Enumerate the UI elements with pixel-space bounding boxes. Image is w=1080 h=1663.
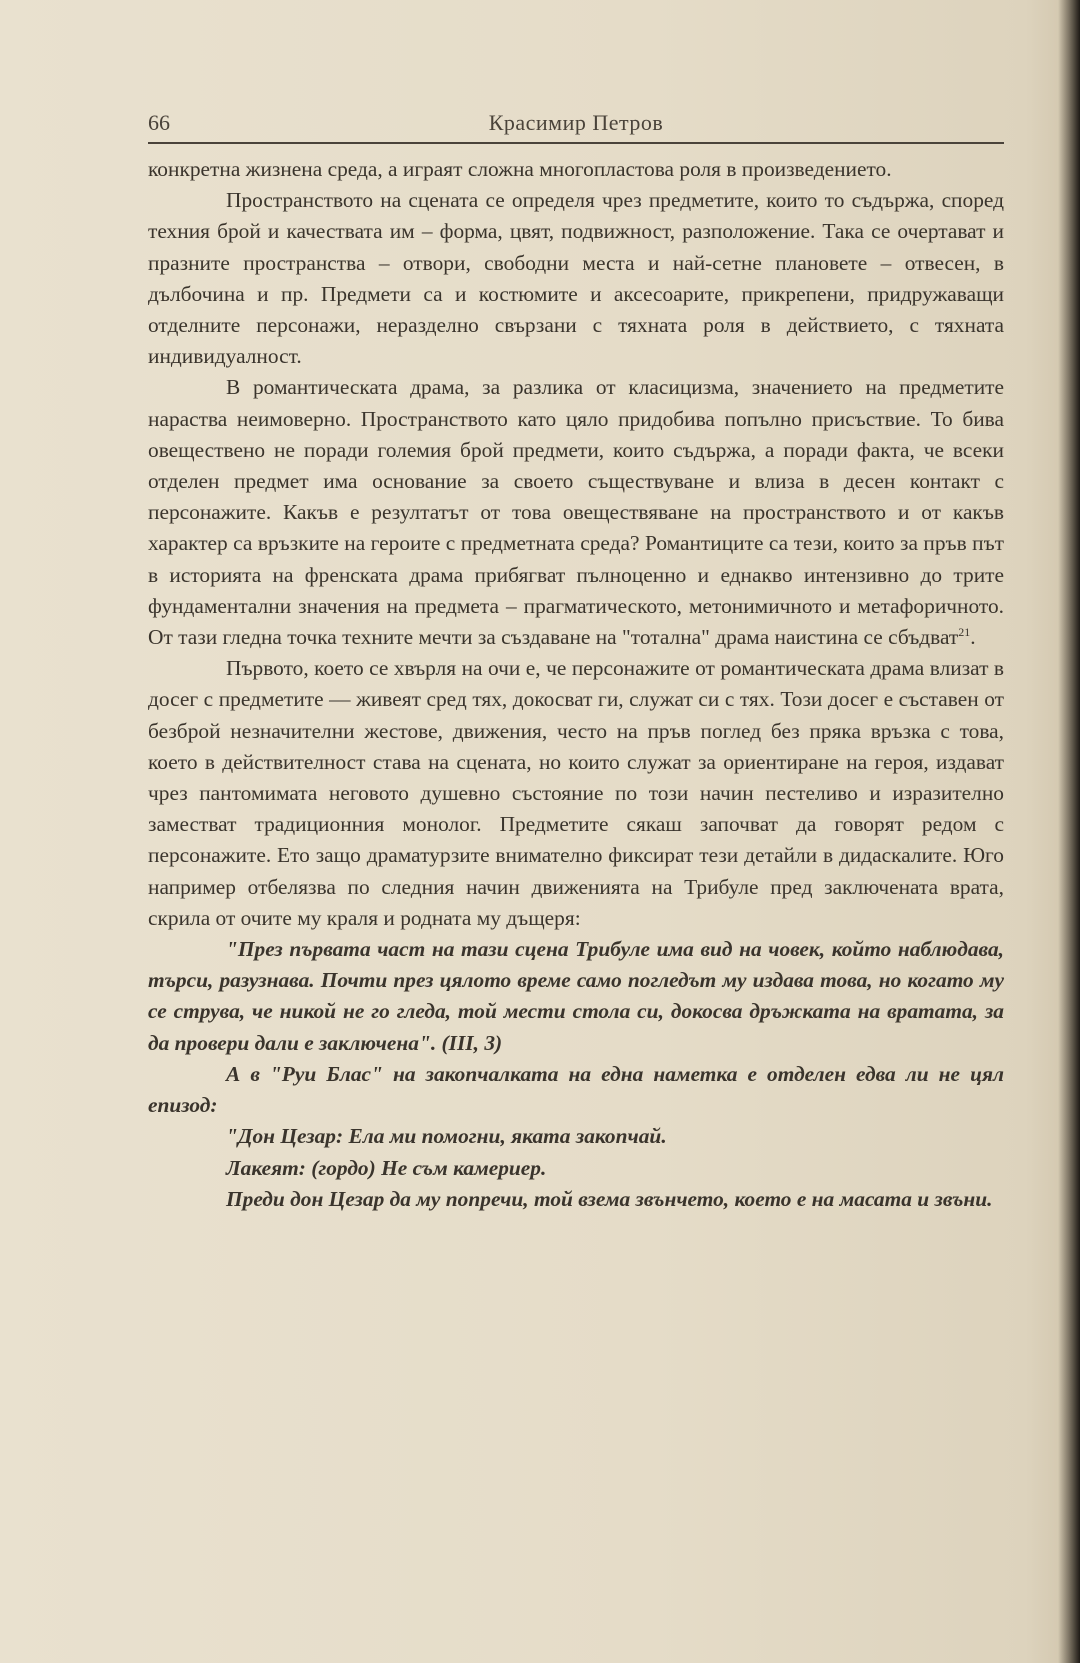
paragraph-2: Пространството на сцената се определя чрез предметите, които то съдържа, според техния брой и качествата им – форма, цвят, подвижност, разположение. Така се очертават и празните пространства – отвори, свободни места и най-сетне плановете – отвесен, в дълбочина и пр. Предмети са и костюмите и аксесоарите, прикрепени, придружаващи отделните персонажи, неразделно свързани с тяхната роля в действието, с тяхната индивидуалност. (148, 188, 1004, 369)
page-header (148, 108, 1004, 144)
paragraph-3-end: . (970, 625, 976, 650)
page-number: 66 (148, 110, 170, 135)
quote-2: А в "Руи Блас" на закопчалката на една наметка е отделен едва ли не цял епизод: (148, 1061, 1004, 1118)
paragraph-3-text: В романтическата драма, за разлика от класицизма, значението на предметите нараства неимоверно. Пространството като цяло придобива попълно присъствие. То бива овеществено не поради големия брой предмети, които съдържа, а поради факта, че всеки отделен предмет има основание за своето съществуване и влиза в десен контакт с персонажите. Какъв е резултатът от това овеществяване на пространството и от какъв характер са връзките на героите с предметната среда? Романтиците са тези, които за пръв път в историята на френската драма прибягват пълноценно и еднакво интензивно до трите фундаментални значения на предмета – прагматическото, метонимичното и метафоричното. От тази гледна точка техните мечти за създаване на "тотална" драма наистина се сбъдват (148, 375, 1004, 650)
spine-shadow (1058, 0, 1080, 1663)
footnote-ref: 21 (958, 624, 971, 639)
running-head: Красимир Петров (488, 110, 664, 135)
quote-3: "Дон Цезар: Ела ми помогни, яката закопчай. (226, 1124, 667, 1149)
quote-5: Преди дон Цезар да му попречи, той взема звънчето, което е на масата и звъни. (226, 1186, 993, 1211)
paragraph-3 (148, 372, 1004, 653)
quote-4: Лакеят: (гордо) Не съм камериер. (226, 1155, 547, 1180)
quote-1: "През първата част на тази сцена Трибуле има вид на човек, който наблюдава, търси, разузнава. Почти през цялото време само погледът му издава това, но когато му се струва, че никой не го гледа, той мести стола си, докосва дръжката на вратата, за да провери дали е заключена". (III, 3) (148, 937, 1004, 1055)
body-text (148, 154, 1004, 1215)
paragraph-4: Първото, което се хвърля на очи е, че персонажите от романтическата драма влизат в досег с предметите — живеят сред тях, докосват ги, служат си с тях. Този досег е съставен от безброй незначителни жестове, движения, често на пръв поглед без пряка връзка с това, което в действителност става на сцената, но които служат за ориентиране на героя, издават чрез пантомимата неговото душевно състояние по този начин пестеливо и изразително заместват традиционния монолог. Предметите сякаш започват да говорят редом с персонажите. Ето защо драматурзите внимателно фиксират тези детайли в дидаскалите. Юго например отбелязва по следния начин движенията на Трибуле пред заключената врата, скрила от очите му краля и родната му дъщеря: (148, 656, 1004, 930)
paragraph-1: конкретна жизнена среда, а играят сложна многопластова роля в произведението. (148, 157, 892, 181)
